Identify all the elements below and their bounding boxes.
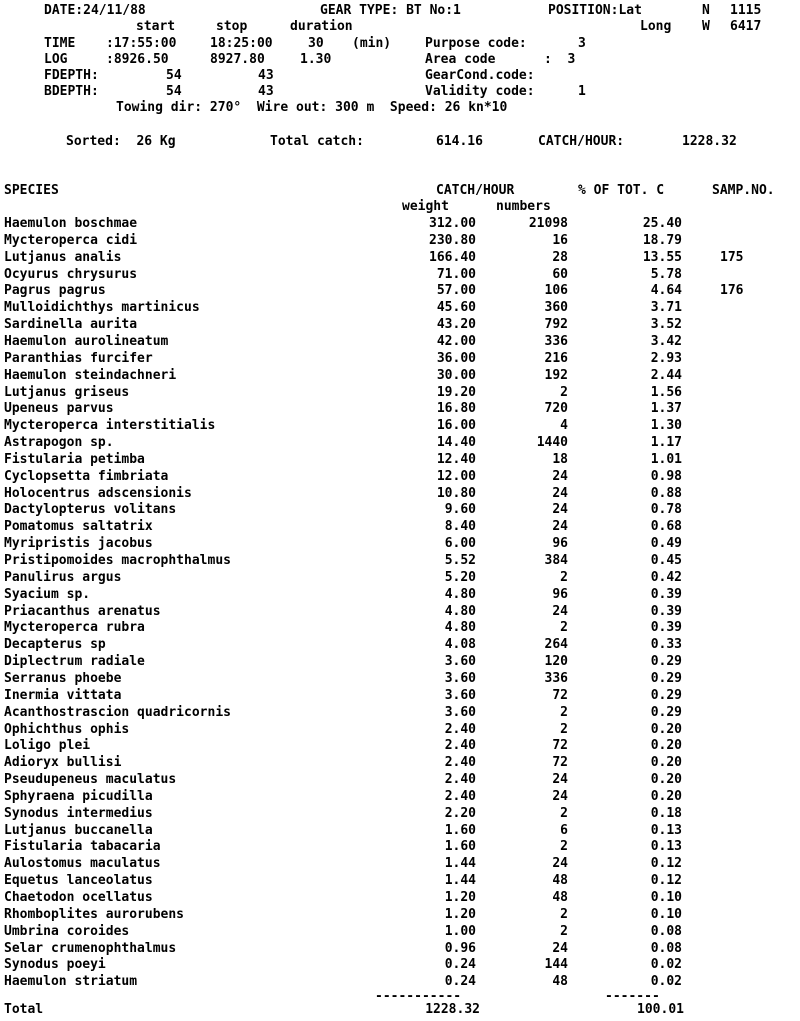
long-hemisphere: W [702, 19, 710, 34]
numbers-value: 48 [552, 890, 568, 905]
weight-value: 1.44 [444, 873, 476, 889]
area-label: Area code [425, 52, 496, 67]
numbers-value: 18 [552, 451, 568, 467]
weight-value: 3.60 [444, 670, 476, 686]
purpose-label: Purpose code: [425, 36, 527, 51]
pct-value: 3.42 [650, 333, 682, 349]
catch-per-hour-value: 1228.32 [682, 134, 737, 149]
weight-value: 12.40 [436, 451, 476, 467]
pct-value: 0.12 [650, 856, 682, 872]
numbers-value: 384 [544, 553, 568, 568]
species-name: Acanthostrascion quadricornis [4, 704, 231, 720]
table-row [0, 216, 800, 233]
table-row [0, 941, 800, 958]
table-row [0, 587, 800, 604]
pct-value: 0.02 [650, 974, 682, 990]
numbers-value: 21098 [528, 216, 568, 231]
numbers-value: 24 [552, 856, 568, 872]
table-row [0, 233, 800, 250]
lat-hemisphere: N [702, 3, 710, 18]
weight-value: 2.40 [444, 772, 476, 788]
table-row [0, 351, 800, 368]
table-row [0, 469, 800, 486]
table-row [0, 283, 800, 300]
pct-value: 0.20 [650, 755, 682, 771]
table-row [0, 856, 800, 873]
species-name: Dactylopterus volitans [4, 502, 177, 518]
bdepth-label: BDEPTH: [44, 84, 99, 99]
catch-per-hour-label: CATCH/HOUR: [538, 134, 625, 149]
table-row [0, 334, 800, 351]
weight-value: 5.52 [444, 553, 476, 568]
table-row [0, 401, 800, 418]
weight-value: 12.00 [436, 468, 476, 484]
table-row [0, 907, 800, 924]
table-row [0, 317, 800, 334]
pct-value: 0.33 [650, 637, 682, 653]
numbers-value: 28 [552, 249, 568, 265]
date-label: DATE:24/11/88 [44, 3, 146, 18]
pct-value: 0.12 [650, 873, 682, 889]
weight-value: 1.60 [444, 822, 476, 838]
weight-value: 230.80 [429, 232, 476, 248]
pct-value: 0.13 [650, 839, 682, 855]
species-name: Loligo plei [4, 738, 91, 754]
species-name: Sphyraena picudilla [4, 788, 153, 804]
log-stop: 8927.80 [210, 52, 265, 67]
weight-value: 0.96 [444, 940, 476, 956]
numbers-value: 2 [560, 923, 568, 939]
pct-value: 0.78 [650, 502, 682, 518]
pct-value: 2.44 [650, 367, 682, 383]
numbers-value: 264 [544, 637, 568, 653]
numbers-value: 48 [552, 873, 568, 889]
table-row [0, 806, 800, 823]
pct-value: 1.56 [650, 384, 682, 400]
numbers-value: 2 [560, 620, 568, 636]
table-row [0, 755, 800, 772]
pct-value: 0.13 [650, 822, 682, 838]
species-name: Haemulon striatum [4, 974, 138, 990]
area-value: : 3 [544, 52, 576, 67]
species-name: Ophichthus ophis [4, 721, 130, 737]
weight-value: 0.24 [444, 974, 476, 990]
position-label: POSITION:Lat [548, 3, 642, 18]
pct-value: 5.78 [650, 266, 682, 282]
numbers-value: 2 [560, 569, 568, 585]
species-name: Sardinella aurita [4, 317, 138, 333]
sub-numbers: numbers [496, 199, 551, 214]
weight-value: 14.40 [436, 435, 476, 451]
time-stop: 18:25:00 [210, 36, 273, 51]
numbers-value: 2 [560, 704, 568, 720]
weight-value: 57.00 [436, 283, 476, 299]
species-name: Adioryx bullisi [4, 755, 122, 771]
table-row [0, 671, 800, 688]
pct-value: 2.93 [650, 350, 682, 366]
fdepth-start: 54 [166, 68, 182, 83]
time-label: TIME [44, 36, 76, 51]
species-name: Haemulon aurolineatum [4, 333, 169, 349]
pct-value: 0.49 [650, 536, 682, 552]
numbers-value: 216 [544, 350, 568, 366]
species-name: Astrapogon sp. [4, 435, 114, 451]
total-catch-value: 614.16 [436, 134, 483, 149]
pct-value: 3.71 [650, 300, 682, 316]
total-weight: 1228.32 [425, 1002, 480, 1017]
table-row [0, 300, 800, 317]
pct-value: 1.30 [650, 418, 682, 434]
species-name: Aulostomus maculatus [4, 856, 161, 872]
weight-value: 312.00 [429, 216, 476, 231]
numbers-value: 2 [560, 805, 568, 821]
total-catch-label: Total catch: [270, 134, 364, 149]
table-row [0, 637, 800, 654]
numbers-value: 24 [552, 468, 568, 484]
weight-value: 42.00 [436, 333, 476, 349]
numbers-value: 60 [552, 266, 568, 282]
species-name: Decapterus sp [4, 637, 106, 653]
table-row [0, 688, 800, 705]
species-name: Synodus poeyi [4, 957, 106, 973]
weight-value: 4.80 [444, 620, 476, 636]
weight-total-rule: ----------- [375, 989, 462, 1004]
numbers-value: 4 [560, 418, 568, 434]
numbers-value: 96 [552, 586, 568, 602]
species-name: Upeneus parvus [4, 401, 114, 417]
bdepth-stop: 43 [258, 84, 274, 99]
numbers-value: 24 [552, 788, 568, 804]
weight-value: 2.40 [444, 755, 476, 771]
fdepth-stop: 43 [258, 68, 274, 83]
pct-value: 1.01 [650, 451, 682, 467]
numbers-value: 720 [544, 401, 568, 417]
table-row [0, 957, 800, 974]
pct-value: 0.08 [650, 923, 682, 939]
pct-value: 0.02 [650, 957, 682, 973]
table-row [0, 368, 800, 385]
table-row [0, 873, 800, 890]
species-name: Synodus intermedius [4, 805, 153, 821]
table-row [0, 722, 800, 739]
pct-value: 0.42 [650, 569, 682, 585]
species-name: Fistularia tabacaria [4, 839, 161, 855]
weight-value: 2.20 [444, 805, 476, 821]
validity-value: 1 [578, 84, 586, 99]
duration-label: duration [290, 19, 353, 34]
table-row [0, 385, 800, 402]
pct-value: 0.88 [650, 485, 682, 501]
pct-value: 0.20 [650, 738, 682, 754]
table-row [0, 620, 800, 637]
species-name: Priacanthus arenatus [4, 603, 161, 619]
numbers-value: 24 [552, 485, 568, 501]
numbers-value: 24 [552, 519, 568, 535]
table-row [0, 890, 800, 907]
pct-value: 0.10 [650, 890, 682, 905]
weight-value: 5.20 [444, 569, 476, 585]
numbers-value: 16 [552, 232, 568, 248]
pct-value: 0.98 [650, 468, 682, 484]
log-duration: 1.30 [300, 52, 332, 67]
table-row [0, 924, 800, 941]
table-row [0, 536, 800, 553]
total-pct: 100.01 [637, 1002, 684, 1017]
sorted-weight: Sorted: 26 Kg [66, 134, 176, 149]
species-name: Pomatomus saltatrix [4, 519, 153, 535]
weight-value: 19.20 [436, 384, 476, 400]
stop-label: stop [216, 19, 248, 34]
species-name: Inermia vittata [4, 687, 122, 703]
numbers-value: 72 [552, 755, 568, 771]
numbers-value: 1440 [536, 435, 568, 451]
numbers-value: 360 [544, 300, 568, 316]
table-row [0, 435, 800, 452]
pct-value: 0.10 [650, 906, 682, 922]
sample-number: 175 [720, 249, 744, 265]
table-row [0, 502, 800, 519]
weight-value: 3.60 [444, 654, 476, 670]
species-name: Haemulon steindachneri [4, 367, 177, 383]
weight-value: 3.60 [444, 687, 476, 703]
table-row [0, 553, 800, 570]
species-name: Mulloidichthys martinicus [4, 300, 200, 316]
col-sample-no: SAMP.NO. [712, 183, 775, 198]
col-catch-hour: CATCH/HOUR [436, 183, 515, 198]
numbers-value: 2 [560, 384, 568, 400]
pct-value: 1.37 [650, 401, 682, 417]
numbers-value: 192 [544, 367, 568, 383]
numbers-value: 792 [544, 317, 568, 333]
pct-value: 0.20 [650, 772, 682, 788]
weight-value: 166.40 [429, 249, 476, 265]
species-name: Pristipomoides macrophthalmus [4, 553, 231, 568]
start-label: start [136, 19, 176, 34]
species-name: Equetus lanceolatus [4, 873, 153, 889]
table-row [0, 452, 800, 469]
pct-value: 0.20 [650, 721, 682, 737]
pct-total-rule: ------- [605, 989, 660, 1004]
weight-value: 2.40 [444, 721, 476, 737]
weight-value: 6.00 [444, 536, 476, 552]
table-row [0, 570, 800, 587]
pct-value: 18.79 [642, 232, 682, 248]
pct-value: 0.45 [650, 553, 682, 568]
species-name: Myripristis jacobus [4, 536, 153, 552]
species-name: Lutjanus griseus [4, 384, 130, 400]
species-name: Paranthias furcifer [4, 350, 153, 366]
weight-value: 36.00 [436, 350, 476, 366]
weight-value: 4.08 [444, 637, 476, 653]
pct-value: 0.18 [650, 805, 682, 821]
pct-value: 0.29 [650, 654, 682, 670]
pct-value: 0.39 [650, 603, 682, 619]
species-name: Pagrus pagrus [4, 283, 106, 299]
weight-value: 2.40 [444, 738, 476, 754]
pct-value: 0.39 [650, 586, 682, 602]
weight-value: 45.60 [436, 300, 476, 316]
species-name: Selar crumenophthalmus [4, 940, 177, 956]
table-row [0, 267, 800, 284]
species-name: Lutjanus analis [4, 249, 122, 265]
long-value: 6417 [730, 19, 762, 34]
species-name: Mycteroperca interstitialis [4, 418, 216, 434]
time-start: :17:55:00 [106, 36, 177, 51]
col-pct-total: % OF TOT. C [578, 183, 665, 198]
time-unit: (min) [352, 36, 392, 51]
gear-type: GEAR TYPE: BT No:1 [320, 3, 461, 18]
weight-value: 4.80 [444, 586, 476, 602]
numbers-value: 96 [552, 536, 568, 552]
species-name: Fistularia petimba [4, 451, 145, 467]
numbers-value: 72 [552, 738, 568, 754]
species-name: Serranus phoebe [4, 670, 122, 686]
gearcond-label: GearCond.code: [425, 68, 535, 83]
weight-value: 1.00 [444, 923, 476, 939]
numbers-value: 6 [560, 822, 568, 838]
fdepth-label: FDEPTH: [44, 68, 99, 83]
pct-value: 13.55 [642, 249, 682, 265]
pct-value: 3.52 [650, 317, 682, 333]
numbers-value: 144 [544, 957, 568, 973]
numbers-value: 24 [552, 502, 568, 518]
purpose-value: 3 [578, 36, 586, 51]
total-label: Total [4, 1002, 44, 1017]
long-label: Long [640, 19, 672, 34]
weight-value: 0.24 [444, 957, 476, 973]
numbers-value: 336 [544, 333, 568, 349]
species-name: Chaetodon ocellatus [4, 890, 153, 905]
table-row [0, 486, 800, 503]
numbers-value: 24 [552, 772, 568, 788]
table-row [0, 654, 800, 671]
weight-value: 43.20 [436, 317, 476, 333]
numbers-value: 48 [552, 974, 568, 990]
species-name: Cyclopsetta fimbriata [4, 468, 169, 484]
species-name: Haemulon boschmae [4, 216, 138, 231]
species-name: Pseudupeneus maculatus [4, 772, 177, 788]
pct-value: 0.68 [650, 519, 682, 535]
sub-weight: weight [402, 199, 449, 214]
weight-value: 1.44 [444, 856, 476, 872]
col-species: SPECIES [4, 183, 59, 198]
lat-value: 1115 [730, 3, 762, 18]
species-name: Umbrina coroides [4, 923, 130, 939]
weight-value: 16.00 [436, 418, 476, 434]
numbers-value: 72 [552, 687, 568, 703]
weight-value: 2.40 [444, 788, 476, 804]
weight-value: 16.80 [436, 401, 476, 417]
pct-value: 4.64 [650, 283, 682, 299]
pct-value: 25.40 [642, 216, 682, 231]
numbers-value: 2 [560, 906, 568, 922]
table-row [0, 772, 800, 789]
weight-value: 8.40 [444, 519, 476, 535]
numbers-value: 120 [544, 654, 568, 670]
species-name: Mycteroperca cidi [4, 232, 138, 248]
table-row [0, 823, 800, 840]
numbers-value: 24 [552, 603, 568, 619]
pct-value: 0.29 [650, 670, 682, 686]
species-name: Panulirus argus [4, 569, 122, 585]
species-name: Diplectrum radiale [4, 654, 145, 670]
weight-value: 1.20 [444, 890, 476, 905]
species-name: Holocentrus adscensionis [4, 485, 192, 501]
pct-value: 0.39 [650, 620, 682, 636]
table-row [0, 418, 800, 435]
species-name: Ocyurus chrysurus [4, 266, 138, 282]
pct-value: 1.17 [650, 435, 682, 451]
validity-label: Validity code: [425, 84, 535, 99]
species-name: Mycteroperca rubra [4, 620, 145, 636]
pct-value: 0.20 [650, 788, 682, 804]
table-row [0, 789, 800, 806]
species-name: Lutjanus buccanella [4, 822, 153, 838]
table-row [0, 250, 800, 267]
weight-value: 1.60 [444, 839, 476, 855]
time-duration: 30 [308, 36, 324, 51]
species-name: Syacium sp. [4, 586, 91, 602]
towing-info: Towing dir: 270° Wire out: 300 m Speed: 26 kn*10 [116, 100, 508, 115]
weight-value: 9.60 [444, 502, 476, 518]
bdepth-start: 54 [166, 84, 182, 99]
weight-value: 71.00 [436, 266, 476, 282]
species-name: Rhomboplites aurorubens [4, 906, 185, 922]
log-label: LOG [44, 52, 68, 67]
log-start: :8926.50 [106, 52, 169, 67]
numbers-value: 2 [560, 721, 568, 737]
weight-value: 30.00 [436, 367, 476, 383]
table-row [0, 839, 800, 856]
table-row [0, 738, 800, 755]
pct-value: 0.29 [650, 687, 682, 703]
table-row [0, 604, 800, 621]
numbers-value: 336 [544, 670, 568, 686]
weight-value: 1.20 [444, 906, 476, 922]
numbers-value: 106 [544, 283, 568, 299]
numbers-value: 2 [560, 839, 568, 855]
numbers-value: 24 [552, 940, 568, 956]
pct-value: 0.29 [650, 704, 682, 720]
weight-value: 10.80 [436, 485, 476, 501]
pct-value: 0.08 [650, 940, 682, 956]
sample-number: 176 [720, 283, 744, 299]
table-row [0, 519, 800, 536]
table-row [0, 705, 800, 722]
weight-value: 3.60 [444, 704, 476, 720]
weight-value: 4.80 [444, 603, 476, 619]
